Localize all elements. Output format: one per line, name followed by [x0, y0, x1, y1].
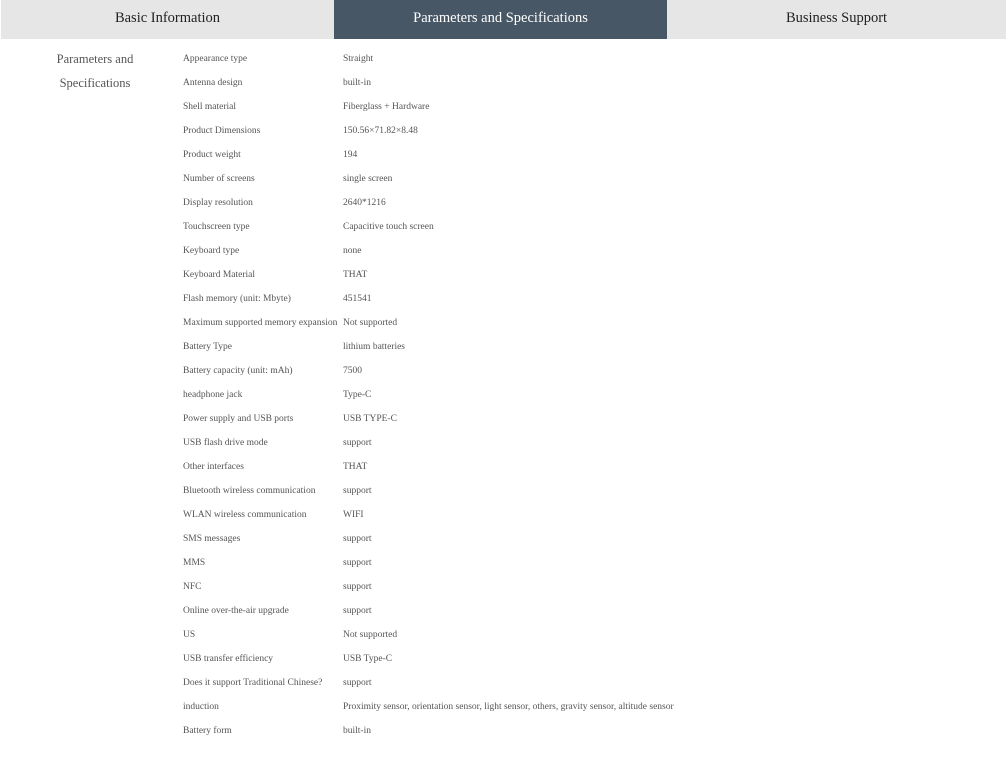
spec-row [183, 479, 1006, 503]
spec-key: Touchscreen type [183, 222, 250, 232]
spec-value: Capacitive touch screen [343, 222, 434, 232]
spec-value: none [343, 246, 362, 256]
spec-row [183, 71, 1006, 95]
spec-value: 451541 [343, 294, 372, 304]
spec-row [183, 191, 1006, 215]
spec-row [183, 455, 1006, 479]
spec-key: Number of screens [183, 174, 255, 184]
spec-key: USB transfer efficiency [183, 654, 274, 664]
spec-key: Does it support Traditional Chinese? [183, 678, 323, 688]
spec-row [183, 647, 1006, 671]
spec-key: NFC [183, 582, 202, 592]
specs-panel [0, 39, 1006, 743]
spec-key: Keyboard Material [183, 270, 256, 280]
spec-key: Display resolution [183, 198, 253, 208]
spec-value: Straight [343, 54, 374, 64]
spec-value: 7500 [343, 366, 362, 376]
spec-key: Appearance type [183, 54, 248, 64]
spec-row [183, 287, 1006, 311]
spec-key: Shell material [183, 102, 237, 112]
spec-row [183, 215, 1006, 239]
spec-key: Battery Type [183, 342, 233, 352]
spec-value: Proximity sensor, orientation sensor, light sensor, others, gravity sensor, altitude sensor [343, 702, 674, 712]
spec-value: support [343, 534, 372, 544]
spec-key: Battery form [183, 726, 232, 736]
spec-key: induction [183, 702, 219, 712]
spec-row [183, 239, 1006, 263]
spec-row [183, 599, 1006, 623]
spec-key: SMS messages [183, 534, 241, 544]
spec-value: WIFI [343, 510, 364, 520]
spec-key: Keyboard type [183, 246, 240, 256]
spec-key: MMS [183, 558, 206, 568]
spec-key: headphone jack [183, 390, 243, 400]
spec-value: lithium batteries [343, 342, 406, 352]
spec-value: USB TYPE-C [343, 414, 397, 424]
spec-table [183, 47, 1006, 743]
spec-key: Maximum supported memory expansion [183, 318, 338, 328]
spec-key: US [183, 630, 196, 640]
spec-key: Antenna design [183, 78, 243, 88]
spec-value: 194 [343, 150, 358, 160]
spec-row [183, 575, 1006, 599]
section-title [0, 47, 183, 743]
spec-value: Fiberglass + Hardware [343, 102, 430, 112]
tab-business-support[interactable]: Business Support [667, 0, 1006, 39]
spec-key: Bluetooth wireless communication [183, 486, 316, 496]
spec-key: USB flash drive mode [183, 438, 268, 448]
spec-row [183, 623, 1006, 647]
spec-value: single screen [343, 174, 393, 184]
tab-parameters-and-specifications[interactable]: Parameters and Specifications [334, 0, 667, 39]
spec-value: built-in [343, 78, 371, 88]
spec-value: THAT [343, 270, 368, 280]
tab-basic-information[interactable]: Basic Information [1, 0, 334, 39]
spec-value: 2640*1216 [343, 198, 386, 208]
spec-value: support [343, 582, 372, 592]
spec-value: Not supported [343, 318, 398, 328]
spec-value: support [343, 678, 372, 688]
spec-key: Other interfaces [183, 462, 244, 472]
spec-row [183, 407, 1006, 431]
spec-row [183, 167, 1006, 191]
spec-row [183, 503, 1006, 527]
spec-key: Online over-the-air upgrade [183, 606, 289, 616]
spec-row [183, 335, 1006, 359]
spec-key: Product weight [183, 150, 241, 160]
spec-row [183, 719, 1006, 743]
spec-row [183, 263, 1006, 287]
spec-key: WLAN wireless communication [183, 510, 307, 520]
spec-value: USB Type-C [343, 654, 393, 664]
spec-row [183, 551, 1006, 575]
spec-value: THAT [343, 462, 368, 472]
tab-bar [1, 0, 1006, 39]
spec-row [183, 359, 1006, 383]
spec-key: Flash memory (unit: Mbyte) [183, 294, 291, 304]
spec-key: Power supply and USB ports [183, 414, 294, 424]
spec-row [183, 143, 1006, 167]
section-title-line2: Specifications [59, 76, 131, 90]
spec-row [183, 695, 1006, 719]
spec-row [183, 671, 1006, 695]
spec-row [183, 119, 1006, 143]
spec-value: support [343, 606, 372, 616]
spec-row [183, 431, 1006, 455]
spec-value: support [343, 486, 372, 496]
spec-value: support [343, 438, 372, 448]
spec-value: built-in [343, 726, 371, 736]
spec-key: Battery capacity (unit: mAh) [183, 366, 293, 376]
spec-row [183, 383, 1006, 407]
spec-value: 150.56×71.82×8.48 [343, 126, 418, 136]
spec-row [183, 95, 1006, 119]
spec-row [183, 311, 1006, 335]
section-title-line1: Parameters and [56, 52, 134, 66]
spec-value: support [343, 558, 372, 568]
spec-row [183, 527, 1006, 551]
spec-key: Product Dimensions [183, 126, 261, 136]
spec-row [183, 47, 1006, 71]
spec-value: Not supported [343, 630, 398, 640]
spec-value: Type-C [343, 390, 372, 400]
